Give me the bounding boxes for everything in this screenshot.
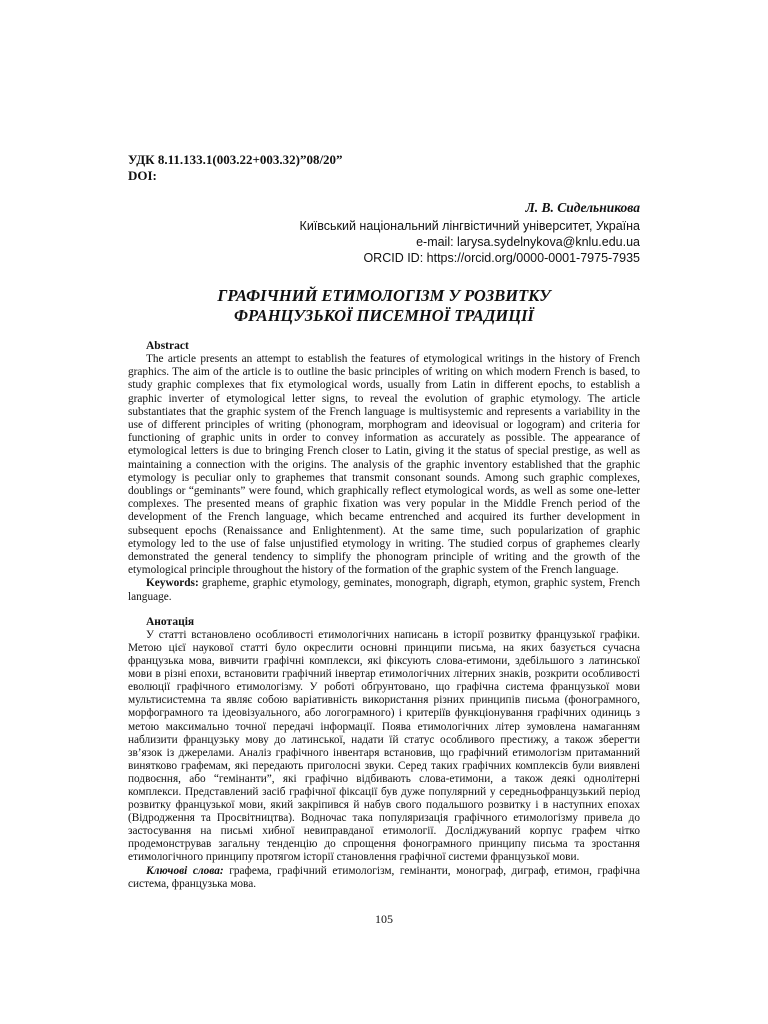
ua-keywords-list: графема, графічний етимологізм, гемінанти, монограф, диграф, етимон, графічна система, французька мова. [128,864,640,890]
doi-label: DOI: [128,168,157,183]
author-orcid: ORCID ID: https://orcid.org/0000-0001-7975-7935 [363,251,640,265]
article-title [128,286,640,326]
author-email: e-mail: larysa.sydelnykova@knlu.edu.ua [416,235,640,249]
article-page [128,152,640,891]
abstract-keywords [128,577,640,603]
author-block [128,200,640,266]
page-number: 105 [375,912,393,926]
abstract-text: The article presents an attempt to establish the features of etymological writings in the history of French graphics. The aim of the article is to outline the basic principles of writing on which modern French is based, to study graphic complexes that fix etymological words, usually from Latin in different epochs, to establish a graphic inverter of etymological letter signs, to reveal the evolution of graphic etymology. The article substantiates that the graphic system of the French language is multisystemic and represents a variability in the use of different principles of writing (phonogram, morphogram and ideovisual or logogram) and criteria for functioning of graphic units in order to convey information as accurately as possible. The appearance of etymological letters is due to bringing French closer to Latin, giving it the status of special prestige, as well as maintaining a connection with the origins. The analysis of the graphic inventory established that the graphic etymology is peculiar only to graphemes that transmit consonant sounds. Among such graphic complexes, doublings or “geminants” were found, which graphically reflect etymological words, as well as some one-letter complexes. The presented means of graphic fixation was very popular in the Middle French period of the development of the French language, which became entrenched and acquired its further development in subsequent epochs (Renaissance and Enlightenment). At the same time, such popularization of graphic etymology led to the use of false unjustified etymology in writing. The studied corpus of graphemes clearly demonstrated the general tendency to simplify the phonogram principle of writing and the growth of the etymological principle throughout the history of the formation of the graphic system of the French language. [128,353,640,577]
annotation-keywords [128,865,640,891]
ua-keywords-label: Ключові слова: [146,864,224,877]
annotation-heading: Анотація [146,615,195,628]
section-spacer [128,604,640,616]
annotation-text: У статті встановлено особливості етимологічних написань в історії розвитку французької графіки. Метою цієї наукової статті було окреслити основні принципи письма, на яких базується сучасна французька мова, вивчити графічні комплекси, які фіксують слова-етимони, здебільшого з латинської мови в різні епохи, встановити графічний інвертар етимологічних літерних знаків, розкрити особливості еволюції графічного етимологізму. У роботі обґрунтовано, що графічна система французької мови мультисистемна та являє собою варіативність використання різних принципів письма (фонограмного, морфограмного та ідеовізуального, або логограмного) і критеріїв функціонування графічних одиниць з метою максимально точної передачі інформації. Поява етимологічних літер зумовлена намаганням наблизити французьку мову до латинської, надати їй статус особливого престижу, а також зберегти зв’язок із джерелами. Аналіз графічного інвентаря встановив, що графічний етимологізм притаманний винятково графемам, які передають приголосні звуки. Серед таких графічних комплексів були виявлені подвоєння, або “гемінанти”, які графічно відбивають слова-етимони, а також деякі однолітерні комплекси. Представлений засіб графічної фіксації був дуже популярний у середньофранцузький період розвитку французької мови, який закріпився й набув свого подальшого розвитку і в наступних епохах (Відродження та Просвітництва). Водночас така популяризація графічного етимологізму привела до застосування на письмі хибної невиправданої етимології. Досліджуваний корпус графем чітко продемонстрував загальну тенденцію до спрощення фонограмного принципу письма та зростання етимологічного принципу протягом історії становлення графічної системи французької мови. [128,628,640,864]
keywords-list: grapheme, graphic etymology, geminates, monograph, digraph, etymon, graphic system, French language. [128,577,640,603]
title-line-1: ГРАФІЧНИЙ ЕТИМОЛОГІЗМ У РОЗВИТКУ [217,286,551,305]
author-name: Л. В. Сидельникова [525,200,640,215]
title-line-2: ФРАНЦУЗЬКОЇ ПИСЕМНОЇ ТРАДИЦІЇ [234,306,534,325]
keywords-label: Keywords: [146,577,199,590]
author-affiliation: Київський національний лінгвістичний університет, Україна [299,219,640,233]
udc-code: УДК 8.11.133.1(003.22+003.32)”08/20” [128,152,343,167]
abstract-heading: Abstract [146,340,189,352]
